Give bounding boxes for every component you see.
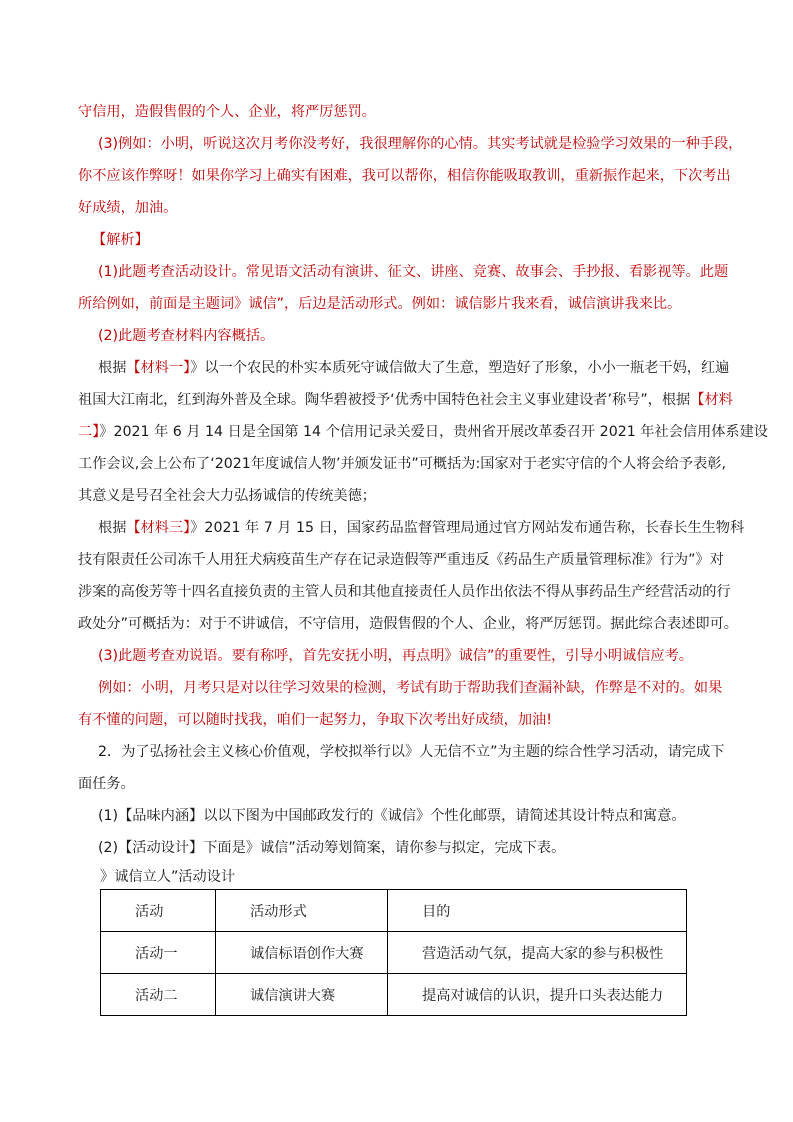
material-two-line — [78, 422, 768, 442]
analysis-line: (1)此题考查活动设计。常见语文活动有演讲、征文、讲座、竞赛、故事会、手抄报、看影视等。此题 — [98, 264, 729, 280]
material-two-line: 其意义是号召全社会大力弘扬诚信的传统美德； — [78, 488, 376, 504]
table-header-row — [101, 890, 687, 932]
table-cell: 营造活动气氛，提高大家的参与积极性 — [388, 932, 687, 974]
table-row — [101, 932, 687, 974]
analysis-line: (2)此题考查材料内容概括。 — [98, 328, 275, 344]
material-three-line: 涉案的高俊芳等十四名直接负责的主管人员和其他直接责任人员作出依法不得从事药品生产经营活动的行 — [78, 584, 731, 600]
question-line: 面任务。 — [78, 776, 135, 792]
answer-line: 守信用，造假售假的个人、企业，将严厉惩罚。 — [78, 104, 376, 120]
table-cell: 诚信标语创作大赛 — [216, 932, 388, 974]
material-text: 》以一个农民的朴实本质死守诚信做大了生意，塑造好了形象，小小一瓶老干妈，红遍 — [190, 360, 730, 376]
material-tag: 【材料 — [690, 392, 733, 408]
task-line: (2)【活动设计】下面是》诚信”活动筹划简案，请你参与拟定，完成下表。 — [98, 840, 566, 856]
question-line: 2．为了弘扬社会主义核心价值观，学校拟举行以》人无信不立”为主题的综合性学习活动，请完成下 — [98, 744, 725, 760]
analysis-line: 所给例如，前面是主题词》诚信”，后边是活动形式。例如：诚信影片我来看，诚信演讲我来比。 — [78, 296, 682, 312]
analysis-heading: 【解析】 — [92, 232, 149, 248]
answer-line: 好成绩，加油。 — [78, 200, 178, 216]
answer-line: (3)例如：小明，听说这次月考你没考好，我很理解你的心情。其实考试就是检验学习效果的一种手段， — [98, 136, 743, 152]
table-header-cell: 目的 — [388, 890, 687, 932]
table-header-cell: 活动形式 — [216, 890, 388, 932]
task-line: (1)【品味内涵】以以下图为中国邮政发行的《诚信》个性化邮票，请简述其设计特点和寓意。 — [98, 808, 686, 824]
material-text: 》2021 年 7 月 15 日，国家药品监督管理局通过官方网站发布通告称，长春长生生物科 — [190, 520, 745, 536]
material-text: 》2021 年 6 月 14 日是全国第 14 个信用记录关爱日，贵州省开展改革委召开 2021 年社会信用体系建设 — [99, 424, 768, 440]
table-header-cell: 活动 — [101, 890, 216, 932]
prefix: 根据 — [98, 360, 127, 376]
material-one-line — [98, 358, 730, 378]
material-three-line: 技有限责任公司冻千人用狂犬病疫苗生产存在记录造假等严重违反《药品生产质量管理标准》行为”》对 — [78, 552, 724, 568]
table-row — [101, 974, 687, 1016]
material-three-line: 政处分”可概括为：对于不讲诚信，不守信用，造假售假的个人、企业，将严厉惩罚。据此综合表述即可。 — [78, 616, 738, 632]
table-cell: 活动二 — [101, 974, 216, 1016]
analysis-line: 有不懂的问题，可以随时找我，咱们一起努力，争取下次考出好成绩，加油! — [78, 712, 552, 728]
material-tag: 【材料三】 — [126, 520, 191, 536]
analysis-line: (3)此题考查劝说语。要有称呼，首先安抚小明，再点明》诚信”的重要性，引导小明诚信应考。 — [98, 648, 693, 664]
material-three-line — [98, 518, 745, 538]
table-cell: 活动一 — [101, 932, 216, 974]
table-title: 》诚信立人”活动设计 — [100, 869, 236, 885]
material-tag: 二】 — [78, 424, 100, 440]
material-tag: 【材料一】 — [126, 360, 191, 376]
table-cell: 提高对诚信的认识，提升口头表达能力 — [388, 974, 687, 1016]
analysis-line: 例如：小明，月考只是对以往学习效果的检测，考试有助于帮助我们查漏补缺，作弊是不对的。如果 — [98, 680, 723, 696]
material-text: 祖国大江南北，红到海外普及全球。陶华碧被授予‘优秀中国特色社会主义事业建设者’称号”，根据 — [78, 392, 691, 408]
material-one-line — [78, 390, 733, 410]
answer-line: 你不应该作弊呀！如果你学习上确实有困难，我可以帮你，相信你能吸取教训，重新振作起来，下次考出 — [78, 168, 731, 184]
activity-table — [100, 889, 687, 1016]
material-two-line: 工作会议,会上公布了‘2021年度诚信人物’并颁发证书”可概括为:国家对于老实守信的个人将会给予表彰, — [78, 456, 726, 472]
table-cell: 诚信演讲大赛 — [216, 974, 388, 1016]
prefix: 根据 — [98, 520, 127, 536]
